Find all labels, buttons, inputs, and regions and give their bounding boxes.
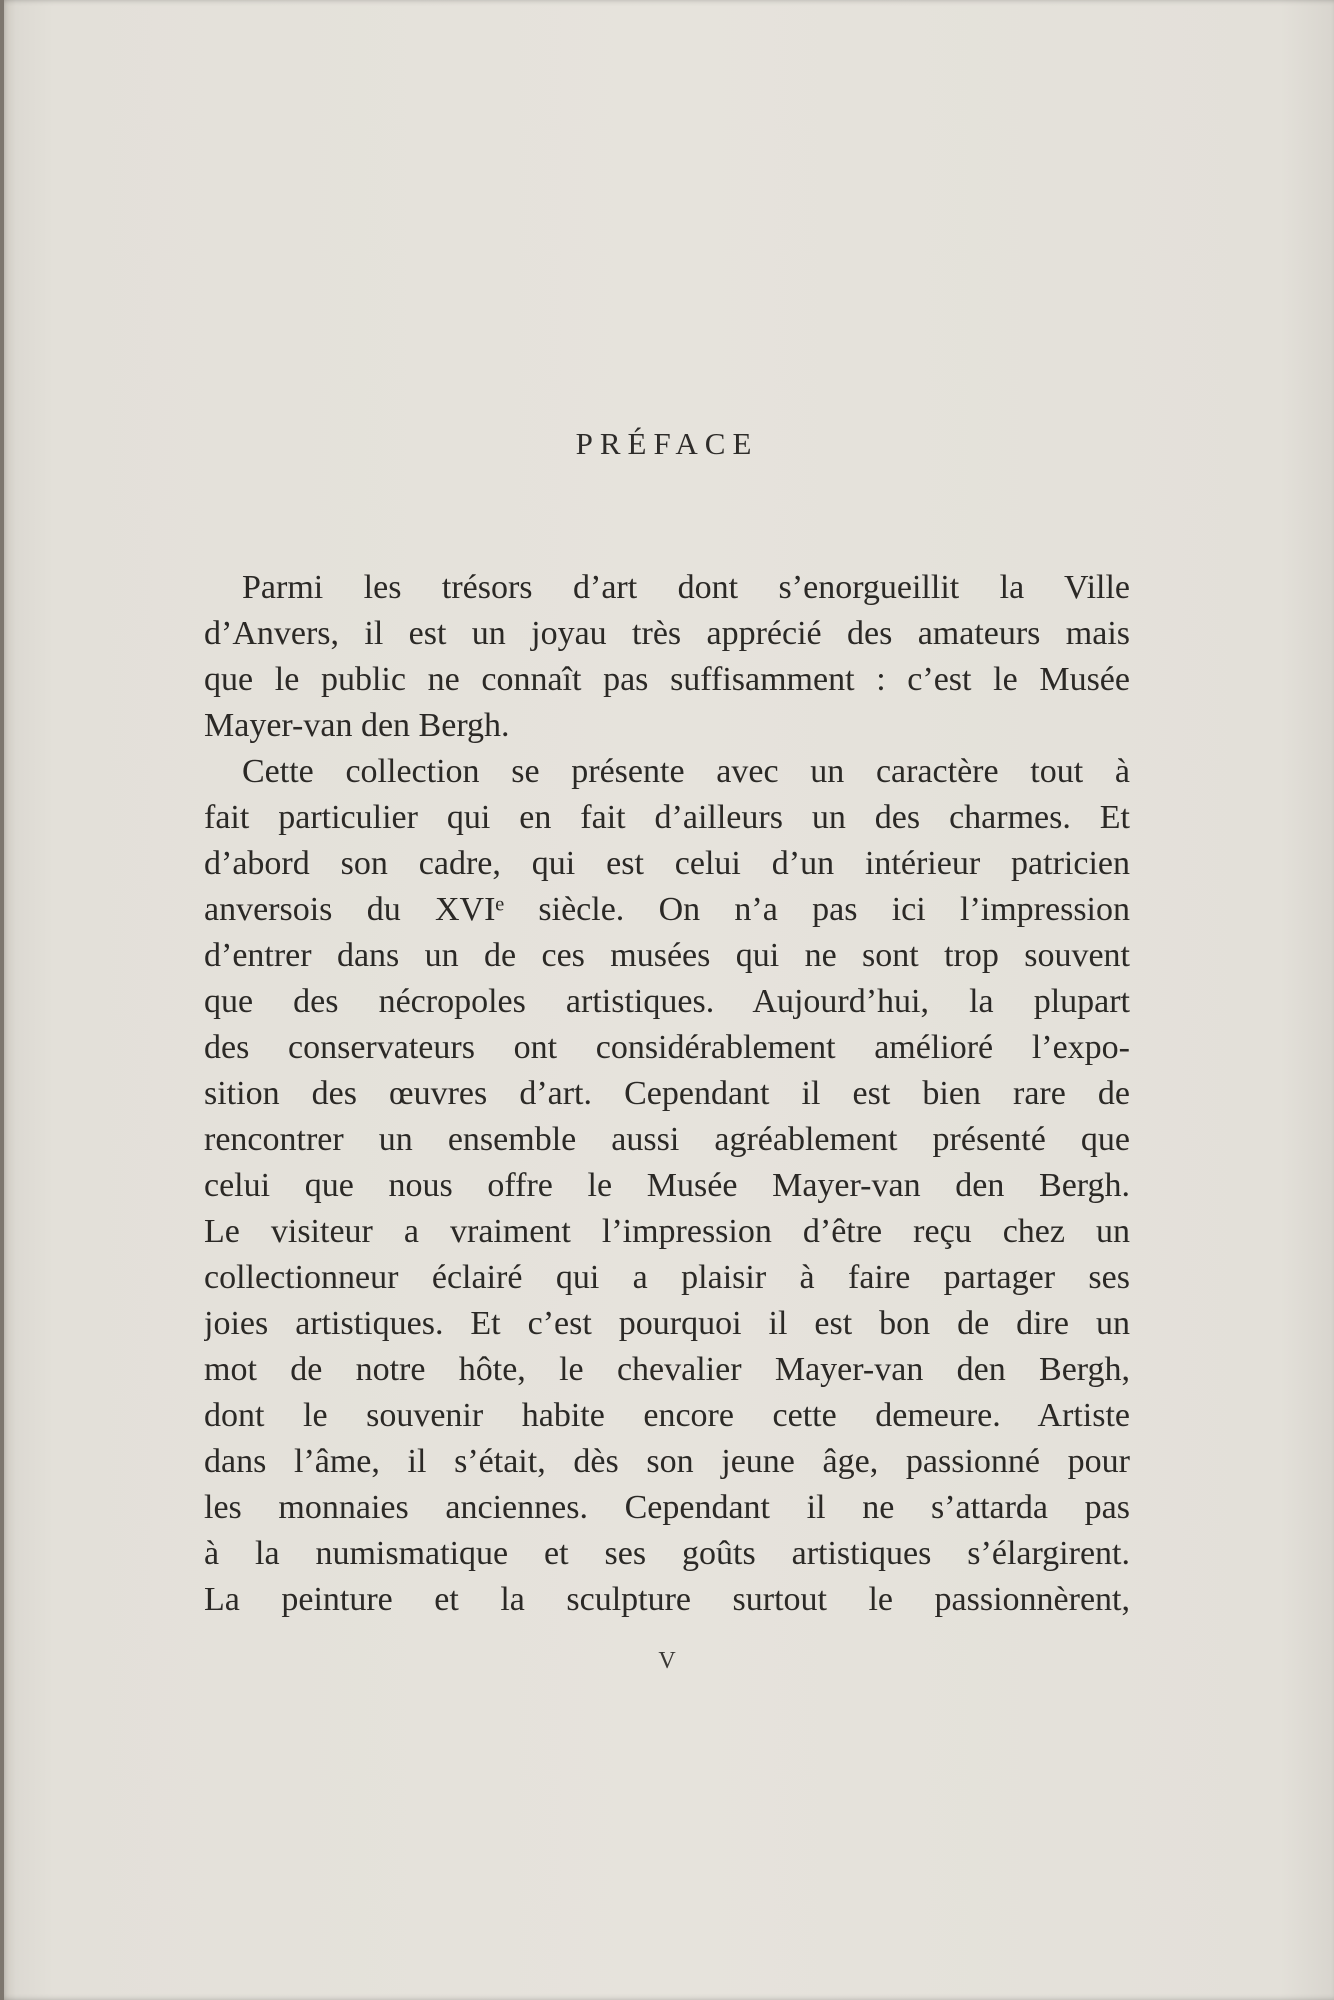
text-line: mot de notre hôte, le chevalier Mayer-van den Bergh, xyxy=(204,1351,1130,1388)
text-line: Mayer-van den Bergh. xyxy=(204,707,510,744)
text-line: d’Anvers, il est un joyau très apprécié des amateurs mais xyxy=(204,615,1130,652)
page-gutter-edge xyxy=(0,0,4,2000)
text-line: collectionneur éclairé qui a plaisir à faire partager ses xyxy=(204,1259,1130,1296)
text-line: La peinture et la sculpture surtout le passionnèrent, xyxy=(204,1581,1130,1618)
text-line: celui que nous offre le Musée Mayer-van den Bergh. xyxy=(204,1167,1130,1204)
text-line: Cette collection se présente avec un caractère tout à xyxy=(242,753,1130,790)
text-line: d’abord son cadre, qui est celui d’un intérieur patricien xyxy=(204,845,1130,882)
text-line: Le visiteur a vraiment l’impression d’être reçu chez un xyxy=(204,1213,1130,1250)
text-line: que le public ne connaît pas suffisamment : c’est le Musée xyxy=(204,661,1130,698)
text-line: des conservateurs ont considérablement amélioré l’expo- xyxy=(204,1029,1130,1066)
page-title: PRÉFACE xyxy=(575,426,759,461)
preface-body xyxy=(204,565,1130,1623)
page-number: V xyxy=(658,1648,676,1674)
text-line: d’entrer dans un de ces musées qui ne sont trop souvent xyxy=(204,937,1130,974)
text-line: que des nécropoles artistiques. Aujourd’hui, la plupart xyxy=(204,983,1130,1020)
text-line: rencontrer un ensemble aussi agréablement présenté que xyxy=(204,1121,1130,1158)
text-line: sition des œuvres d’art. Cependant il est bien rare de xyxy=(204,1075,1130,1112)
text-line: fait particulier qui en fait d’ailleurs un des charmes. Et xyxy=(204,799,1130,836)
text-line: joies artistiques. Et c’est pourquoi il est bon de dire un xyxy=(204,1305,1130,1342)
text-line: dont le souvenir habite encore cette demeure. Artiste xyxy=(204,1397,1130,1434)
text-line: dans l’âme, il s’était, dès son jeune âge, passionné pour xyxy=(204,1443,1130,1480)
text-line: Parmi les trésors d’art dont s’enorgueillit la Ville xyxy=(242,569,1130,606)
text-line: les monnaies anciennes. Cependant il ne s’attarda pas xyxy=(204,1489,1130,1526)
text-line: anversois du XVIᵉ siècle. On n’a pas ici l’impression xyxy=(204,891,1130,928)
text-line: à la numismatique et ses goûts artistiques s’élargirent. xyxy=(204,1535,1130,1572)
